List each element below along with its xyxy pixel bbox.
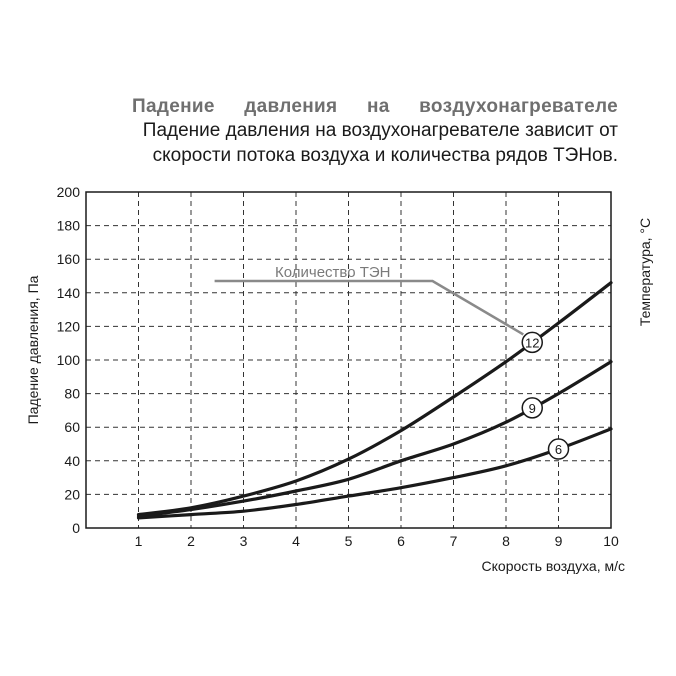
y-tick-label: 40 — [64, 452, 80, 469]
y-tick-label: 80 — [64, 385, 80, 402]
x-tick-label: 6 — [397, 533, 405, 549]
y-tick-label: 120 — [56, 318, 80, 335]
y-tick-label: 200 — [56, 184, 80, 200]
chart-title: Падение давления на воздухонагревателе — [132, 96, 618, 117]
series-lines — [139, 283, 612, 518]
y-axis-label: Падение давления, Па — [25, 275, 41, 425]
chart-subtitle-line-1: Падение давления на воздухонагревателе зависит от — [142, 120, 618, 141]
y-tick-label: 20 — [64, 486, 80, 503]
series-label-12: 12 — [525, 335, 540, 351]
x-tick-label: 4 — [292, 533, 300, 549]
series-label-6: 6 — [554, 442, 563, 458]
x-tick-label: 5 — [344, 533, 353, 549]
y-tick-label: 100 — [56, 352, 80, 368]
series-label-9: 9 — [528, 400, 536, 416]
x-axis-label: Скорость воздуха, м/с — [481, 558, 625, 574]
x-tick-label: 9 — [554, 533, 563, 549]
y-tick-label: 60 — [64, 419, 80, 436]
series-line-12 — [139, 283, 612, 515]
x-tick-label: 1 — [134, 533, 143, 549]
y2-axis-label: Температура, °C — [637, 217, 653, 327]
y-tick-label: 140 — [56, 284, 80, 301]
x-tick-label: 10 — [603, 533, 619, 549]
y-tick-label: 180 — [56, 217, 80, 234]
x-tick-label: 7 — [449, 533, 458, 549]
series-labels — [522, 332, 568, 459]
x-tick-label: 8 — [502, 533, 510, 549]
y-tick-label: 0 — [72, 520, 80, 536]
annotation-label: Количество ТЭН — [275, 264, 391, 282]
y-tick-label: 160 — [56, 251, 80, 268]
annotation — [215, 264, 524, 334]
grid — [86, 192, 611, 528]
chart-subtitle-line-2: скорости потока воздуха и количества рядов ТЭНов. — [152, 145, 618, 166]
x-tick-label: 2 — [187, 533, 195, 549]
x-tick-label: 3 — [239, 533, 248, 549]
